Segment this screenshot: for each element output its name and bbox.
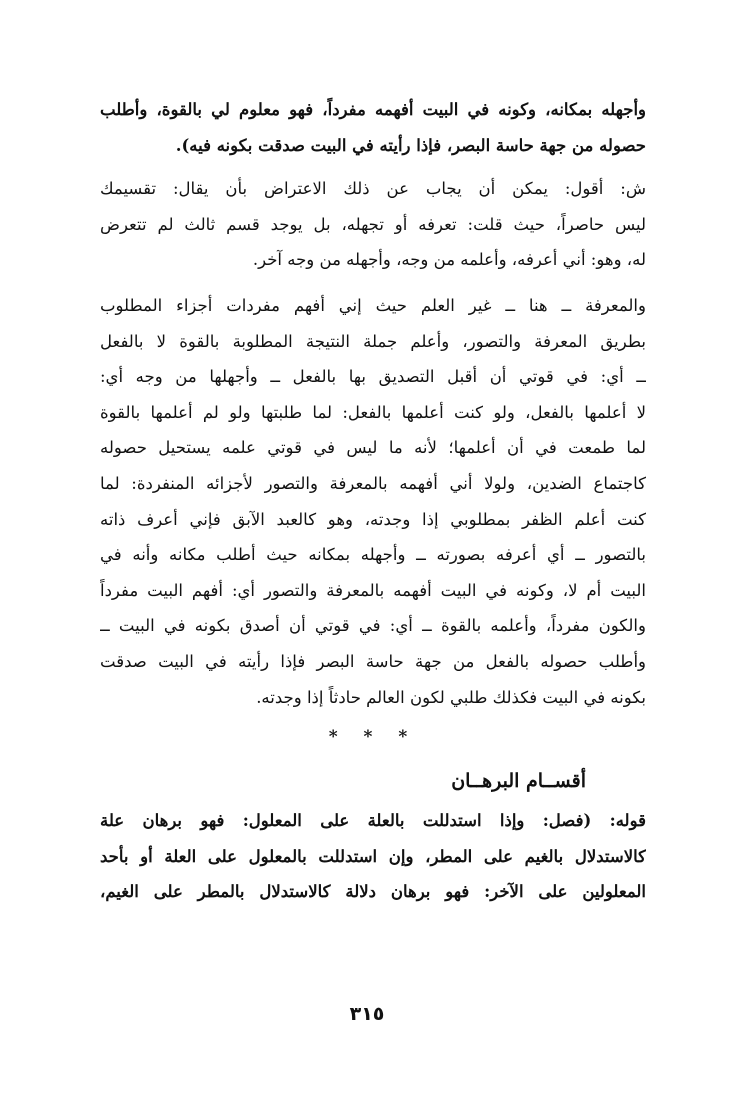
text-line: لا أعلمها بالفعل، ولو كنت أعلمها بالفعل: لما طلبتها ولو لم أعلمها بالقوة (100, 402, 646, 422)
text-line: كالاستدلال بالغيم على المطر، وإن استدللت بالمعلول على العلة أو بأحد (100, 846, 646, 866)
text-line: بكونه في البيت فكذلك طلبي لكون العالم حادثاً إذا وجدته. (256, 687, 646, 707)
text-line: لما طمعت في أن أعلمها؛ لأنه ما ليس في قوتي علمه يستحيل حصوله (100, 438, 646, 458)
page-body (100, 92, 646, 910)
text-line: ــ أي: في قوتي أن أقبل التصديق بها بالفعل ــ وأجهلها من وجه أي: (100, 367, 646, 387)
quoted-paragraph-1 (100, 92, 646, 163)
text-line: وأجهله بمكانه، وكونه في البيت أفهمه مفرداً، فهو معلوم لي بالقوة، وأطلب (100, 100, 646, 119)
text-line: بطريق المعرفة والتصور، وأعلم جملة النتيجة المطلوبة بالقوة لا بالفعل (100, 331, 646, 351)
section-heading: أقســام البرهــان (451, 770, 586, 793)
section-separator: * * * (328, 727, 418, 748)
commentary-paragraph-1 (100, 171, 646, 278)
text-line: البيت أم لا، وكونه في البيت أفهمه بالمعرفة والتصور أي: أفهم البيت مفرداً (100, 580, 646, 600)
commentary-paragraph-2 (100, 288, 646, 715)
text-line: وأطلب حصوله بالفعل من جهة حاسة البصر فإذا رأيته في البيت صدقت (100, 651, 646, 671)
text-line: حصوله من جهة حاسة البصر، فإذا رأيته في البيت صدقت بكونه فيه). (175, 135, 646, 155)
text-line: ش: أقول: يمكن أن يجاب عن ذلك الاعتراض بأن يقال: تقسيمك (100, 179, 646, 199)
text-line: قوله: (فصل: وإذا استدللت بالعلة على المعلول: فهو برهان علة (100, 811, 646, 831)
page-number: ٣١٥ (349, 1003, 385, 1025)
text-line: بالتصور ــ أي أعرفه بصورته ــ وأجهله بمكانه حيث أطلب مكانه وأنه في (100, 545, 646, 565)
quoted-paragraph-2 (100, 803, 646, 910)
text-line: المعلولين على الآخر: فهو برهان دلالة كالاستدلال بالمطر على الغيم، (100, 882, 646, 902)
text-line: له، وهو: أني أعرفه، وأعلمه من وجه، وأجهله من وجه آخر. (252, 250, 646, 270)
text-line: كنت أعلم الظفر بمطلوبي إذا وجدته، وهو كالعبد الآبق فإني أعرف ذاته (100, 509, 646, 529)
text-line: كاجتماع الضدين، ولولا أني أفهمه بالمعرفة والتصور لأجزائه المنفردة: لما (100, 473, 646, 493)
text-line: والكون مفرداً، وأعلمه بالقوة ــ أي: في قوتي أن أصدق بكونه في البيت ــ (100, 616, 646, 636)
text-line: والمعرفة ــ هنا ــ غير العلم حيث إني أفهم مفردات أجزاء المطلوب (100, 295, 646, 315)
text-line: ليس حاصراً، حيث قلت: تعرفه أو تجهله، بل يوجد قسم ثالث لم تتعرض (100, 214, 646, 234)
